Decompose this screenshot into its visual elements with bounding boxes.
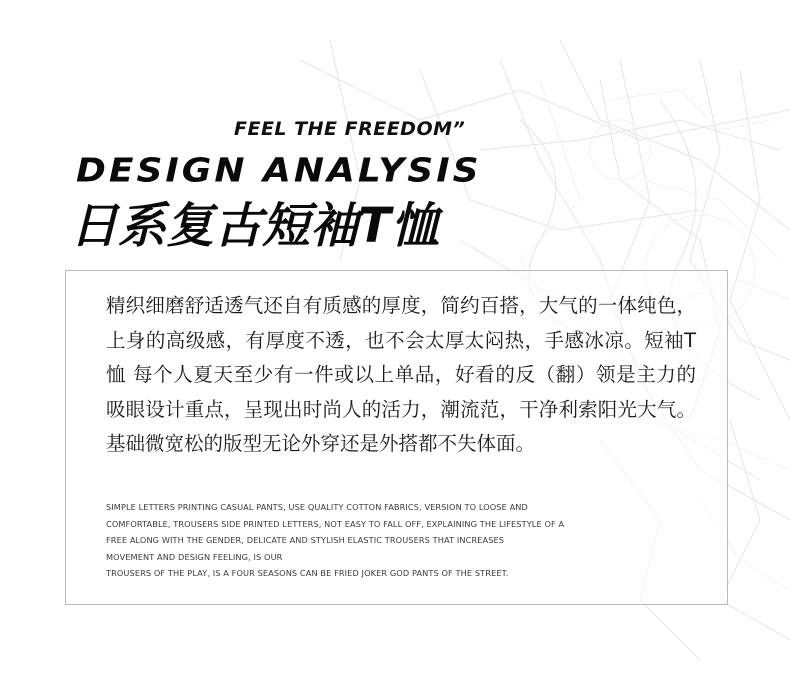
description-english-line: COMFORTABLE, TROUSERS SIDE PRINTED LETTERS, NOT EASY TO FALL OFF, EXPLAINING THE LIFESTYLE OF A [106, 518, 565, 529]
description-english-line: FREE ALONG WITH THE GENDER, DELICATE AND STYLISH ELASTIC TROUSERS THAT INCREASES [106, 535, 505, 545]
product-title: 日系复古短袖T恤 [70, 198, 439, 254]
description-english-line: SIMPLE LETTERS PRINTING CASUAL PANTS, USE QUALITY COTTON FABRICS, VERSION TO LOOSE AND [106, 502, 528, 512]
description-box [65, 270, 728, 605]
description-english-line: TROUSERS OF THE PLAY, IS A FOUR SEASONS CAN BE FRIED JOKER GOD PANTS OF THE STREET. [106, 568, 509, 578]
tagline: FEEL THE FREEDOM” [234, 118, 466, 140]
description-english [106, 499, 696, 582]
description-english-line: MOVEMENT AND DESIGN FEELING, IS OUR [106, 551, 283, 562]
design-analysis-heading: DESIGN ANALYSIS [76, 152, 482, 190]
description-chinese: 精织细磨舒适透气还自有质感的厚度，简约百搭，大气的一体纯色，上身的高级感，有厚度不透，也不会太厚太闷热，手感冰凉。短袖T恤 每个人夏天至少有一件或以上单品，好看的反（翻）领是主力的吸眼设计重点，呈现出时尚人的活力，潮流范，干净利索阳光大气。基础微宽松的版型无论外穿还是外搭都不失体面。 [106, 294, 696, 455]
